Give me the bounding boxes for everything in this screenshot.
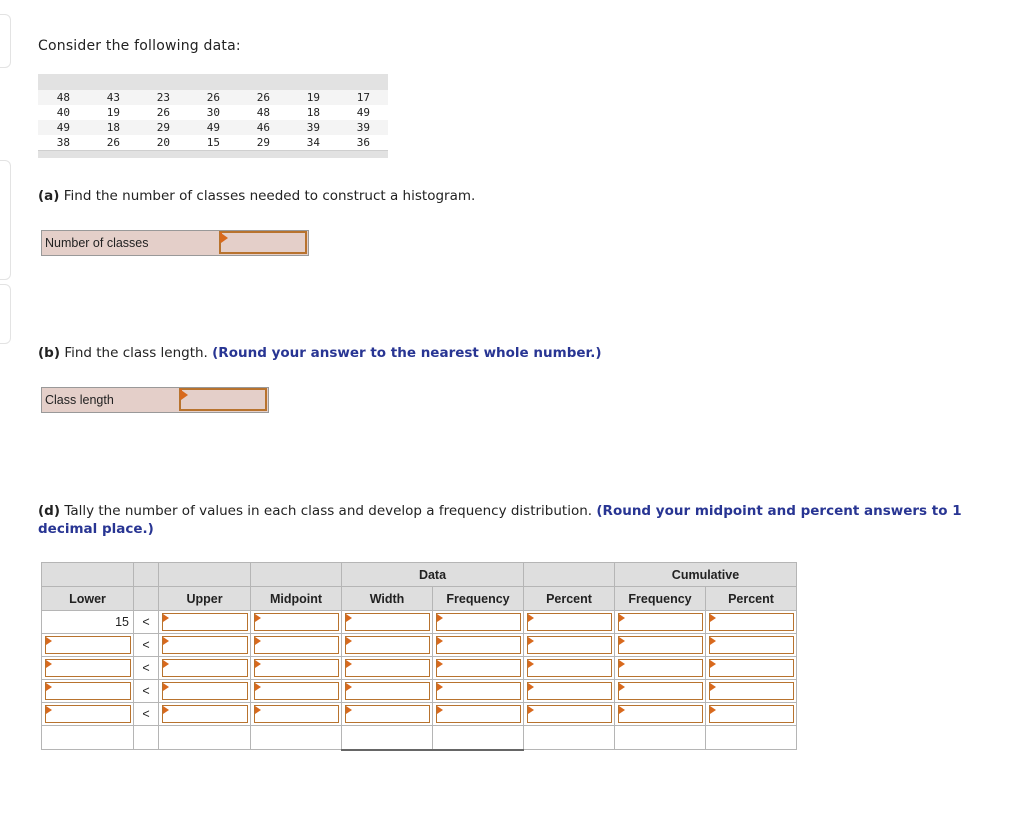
data-cell: 26 (120, 105, 170, 120)
less-than-symbol: < (134, 634, 159, 657)
freq-cell (159, 657, 251, 680)
freq-input[interactable] (345, 613, 430, 631)
freq-input[interactable] (254, 659, 339, 677)
frequency-distribution-table (41, 562, 797, 751)
freq-input[interactable] (618, 636, 703, 654)
part-a-text: Find the number of classes needed to construct a histogram. (63, 188, 476, 204)
col-upper: Upper (159, 587, 251, 611)
data-cell-pad (370, 135, 388, 150)
data-cell: 19 (70, 105, 120, 120)
data-values (38, 90, 388, 150)
flag-icon (255, 614, 261, 622)
data-cell: 48 (220, 105, 270, 120)
flag-icon (163, 706, 169, 714)
group-header-row (42, 563, 797, 587)
flag-icon (437, 706, 443, 714)
freq-input[interactable] (527, 613, 612, 631)
col-symbol (134, 587, 159, 611)
total-cell (42, 726, 134, 750)
freq-input[interactable] (709, 636, 794, 654)
data-cell: 49 (38, 120, 70, 135)
freq-input[interactable] (709, 705, 794, 723)
flag-icon (181, 390, 188, 400)
col-frequency: Frequency (433, 587, 524, 611)
freq-input[interactable] (345, 682, 430, 700)
freq-cell (524, 680, 615, 703)
freq-row (42, 680, 797, 703)
part-b-hint: (Round your answer to the nearest whole number.) (212, 345, 602, 361)
flag-icon (619, 683, 625, 691)
freq-cell (524, 611, 615, 634)
data-cell: 29 (120, 120, 170, 135)
freq-input[interactable] (45, 636, 131, 654)
freq-input[interactable] (162, 636, 248, 654)
data-row (38, 135, 388, 150)
freq-cell (615, 611, 706, 634)
cumulative-group-header: Cumulative (615, 563, 797, 587)
data-cell: 49 (320, 105, 370, 120)
col-cumulative-frequency: Frequency (615, 587, 706, 611)
flag-icon (437, 614, 443, 622)
flag-icon (255, 637, 261, 645)
freq-input[interactable] (436, 682, 521, 700)
freq-input[interactable] (436, 613, 521, 631)
flag-icon (346, 683, 352, 691)
flag-icon (163, 614, 169, 622)
flag-icon (346, 637, 352, 645)
freq-cell (159, 611, 251, 634)
total-cell (342, 726, 433, 750)
data-cell-pad (370, 90, 388, 105)
freq-cell (706, 634, 797, 657)
freq-input[interactable] (527, 682, 612, 700)
data-group-header: Data (342, 563, 524, 587)
freq-input[interactable] (436, 636, 521, 654)
data-cell: 20 (120, 135, 170, 150)
number-of-classes-label: Number of classes (45, 236, 149, 250)
data-cell: 30 (170, 105, 220, 120)
side-tab (0, 160, 11, 280)
flag-icon (710, 706, 716, 714)
less-than-symbol: < (134, 657, 159, 680)
part-d-question (38, 502, 968, 538)
freq-input[interactable] (618, 659, 703, 677)
col-lower: Lower (42, 587, 134, 611)
flag-icon (46, 660, 52, 668)
freq-input[interactable] (527, 659, 612, 677)
freq-cell (159, 680, 251, 703)
flag-icon (255, 683, 261, 691)
freq-cell (433, 611, 524, 634)
total-cell (159, 726, 251, 750)
freq-input[interactable] (345, 636, 430, 654)
flag-icon (221, 233, 228, 243)
data-row (38, 120, 388, 135)
total-cell (433, 726, 524, 750)
col-midpoint: Midpoint (251, 587, 342, 611)
part-d-label: (d) (38, 503, 61, 519)
data-cell: 26 (220, 90, 270, 105)
data-cell: 39 (320, 120, 370, 135)
total-cell (615, 726, 706, 750)
flag-icon (163, 637, 169, 645)
freq-input[interactable] (45, 682, 131, 700)
freq-cell (524, 634, 615, 657)
data-cell: 34 (270, 135, 320, 150)
data-cell: 19 (270, 90, 320, 105)
flag-icon (46, 683, 52, 691)
data-cell: 18 (270, 105, 320, 120)
freq-input[interactable] (436, 705, 521, 723)
data-table-footer (38, 150, 388, 158)
freq-cell (342, 611, 433, 634)
freq-cell (159, 634, 251, 657)
flag-icon (619, 706, 625, 714)
freq-cell (342, 657, 433, 680)
flag-icon (619, 660, 625, 668)
total-cell (524, 726, 615, 750)
data-cell: 36 (320, 135, 370, 150)
data-cell: 26 (170, 90, 220, 105)
flag-icon (180, 389, 182, 399)
freq-input[interactable] (162, 682, 248, 700)
data-cell: 29 (220, 135, 270, 150)
freq-row (42, 634, 797, 657)
data-cell: 46 (220, 120, 270, 135)
less-than-symbol: < (134, 611, 159, 634)
flag-icon (220, 232, 222, 242)
freq-input[interactable] (45, 659, 131, 677)
freq-input[interactable] (618, 613, 703, 631)
freq-cell (251, 634, 342, 657)
freq-input[interactable] (345, 705, 430, 723)
flag-icon (710, 614, 716, 622)
freq-input[interactable] (618, 682, 703, 700)
data-table (38, 74, 388, 158)
freq-cell (615, 657, 706, 680)
data-row (38, 90, 388, 105)
flag-icon (528, 660, 534, 668)
data-cell: 17 (320, 90, 370, 105)
data-cell: 43 (70, 90, 120, 105)
freq-total-row (42, 726, 797, 750)
flag-icon (46, 637, 52, 645)
freq-cell (42, 703, 134, 726)
freq-input[interactable] (709, 613, 794, 631)
freq-input[interactable] (254, 636, 339, 654)
freq-row (42, 657, 797, 680)
freq-cell (433, 703, 524, 726)
freq-cell (524, 657, 615, 680)
data-cell: 15 (170, 135, 220, 150)
freq-cell (524, 703, 615, 726)
less-than-symbol: < (134, 680, 159, 703)
side-tab (0, 14, 11, 68)
data-cell: 18 (70, 120, 120, 135)
flag-icon (437, 637, 443, 645)
flag-icon (437, 683, 443, 691)
flag-icon (710, 637, 716, 645)
flag-icon (437, 660, 443, 668)
part-d-hint: (Round your midpoint and percent answers to 1 decimal place.) (38, 503, 962, 537)
freq-cell (433, 657, 524, 680)
part-a-label: (a) (38, 188, 60, 204)
freq-cell (42, 657, 134, 680)
side-tab (0, 284, 11, 344)
freq-cell (251, 680, 342, 703)
freq-cell (706, 703, 797, 726)
freq-row (42, 703, 797, 726)
column-header-row (42, 587, 797, 611)
data-table-header (38, 74, 388, 90)
freq-cell (251, 703, 342, 726)
freq-input[interactable] (436, 659, 521, 677)
freq-cell (342, 680, 433, 703)
flag-icon (710, 660, 716, 668)
class-length-input[interactable] (179, 388, 267, 411)
data-cell: 40 (38, 105, 70, 120)
number-of-classes-input[interactable] (219, 231, 307, 254)
total-cell (134, 726, 159, 750)
flag-icon (710, 683, 716, 691)
flag-icon (528, 706, 534, 714)
data-cell: 39 (270, 120, 320, 135)
freq-cell (42, 634, 134, 657)
flag-icon (346, 706, 352, 714)
flag-icon (46, 706, 52, 714)
freq-input[interactable] (162, 659, 248, 677)
col-cumulative-percent: Percent (706, 587, 797, 611)
freq-input[interactable] (162, 705, 248, 723)
flag-icon (619, 614, 625, 622)
freq-cell (159, 703, 251, 726)
flag-icon (528, 614, 534, 622)
freq-input[interactable] (162, 613, 248, 631)
question-prompt: Consider the following data: (38, 38, 241, 54)
freq-input[interactable] (45, 705, 131, 723)
data-cell: 38 (38, 135, 70, 150)
part-b-question (38, 345, 602, 361)
flag-icon (255, 706, 261, 714)
freq-cell (433, 680, 524, 703)
flag-icon (163, 660, 169, 668)
freq-cell (42, 680, 134, 703)
part-b-label: (b) (38, 345, 61, 361)
data-cell: 26 (70, 135, 120, 150)
flag-icon (163, 683, 169, 691)
freq-cell (615, 680, 706, 703)
freq-cell (615, 703, 706, 726)
freq-input[interactable] (254, 682, 339, 700)
freq-cell (615, 634, 706, 657)
freq-input[interactable] (345, 659, 430, 677)
total-cell (251, 726, 342, 750)
flag-icon (528, 637, 534, 645)
freq-input[interactable] (254, 705, 339, 723)
freq-cell (706, 611, 797, 634)
data-row (38, 105, 388, 120)
part-b-text: Find the class length. (64, 345, 208, 361)
part-d-text: Tally the number of values in each class and develop a frequency distribution. (64, 503, 593, 519)
data-cell: 48 (38, 90, 70, 105)
freq-cell (433, 634, 524, 657)
data-cell-pad (370, 120, 388, 135)
flag-icon (255, 660, 261, 668)
col-percent: Percent (524, 587, 615, 611)
class-length-label: Class length (45, 393, 114, 407)
part-a-question (38, 188, 475, 204)
freq-cell (706, 657, 797, 680)
freq-input[interactable] (527, 636, 612, 654)
freq-cell (342, 703, 433, 726)
freq-input[interactable] (709, 659, 794, 677)
flag-icon (346, 614, 352, 622)
data-cell: 49 (170, 120, 220, 135)
freq-cell (251, 657, 342, 680)
less-than-symbol: < (134, 703, 159, 726)
col-width: Width (342, 587, 433, 611)
flag-icon (528, 683, 534, 691)
flag-icon (346, 660, 352, 668)
data-cell-pad (370, 105, 388, 120)
freq-input[interactable] (254, 613, 339, 631)
data-cell: 23 (120, 90, 170, 105)
freq-cell (342, 634, 433, 657)
freq-cell (706, 680, 797, 703)
first-lower-value: 15 (42, 611, 134, 634)
flag-icon (619, 637, 625, 645)
freq-input[interactable] (618, 705, 703, 723)
freq-row (42, 611, 797, 634)
total-cell (706, 726, 797, 750)
freq-input[interactable] (709, 682, 794, 700)
freq-input[interactable] (527, 705, 612, 723)
freq-cell (251, 611, 342, 634)
